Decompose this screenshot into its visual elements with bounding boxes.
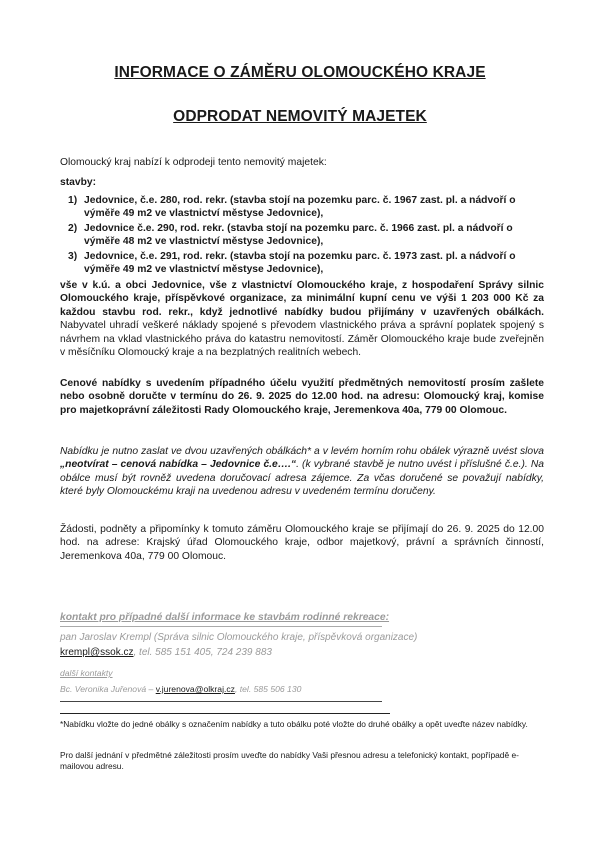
second-contact-line [60, 684, 560, 694]
list-item [60, 194, 544, 221]
divider [60, 701, 382, 702]
list-item-number: 3) [68, 250, 78, 262]
contact-email-link[interactable]: krempl@ssok.cz [60, 647, 134, 658]
footnote-contact: Pro další jednání v předmětné záležitosti prosím uveďte do nabídky Vaši přesnou adresu a telefonický kontakt, popřípadě e-mailovou adresu. [60, 750, 519, 772]
contact-heading: kontakt pro případné další informace ke stavbám rodinné rekreace: [60, 612, 390, 623]
envelope-text-c: . (k vybrané stavbě je nutno uvést i příslušné č.e.). Na obálce musí být rovněž uvedena doručovací adresa zájemce. Za včas doručené se považují nabídky, které byly Olomouckému kraji na uvedenou adresu v uvedeném termínu doručeny. [60, 459, 544, 498]
sale-terms-bold: vše v k.ú. a obci Jedovnice, vše z vlastnictví Olomouckého kraje, z hospodaření Správy silnic Olomouckého kraje, příspěvkové organizace, za minimální kupní cenu ve výši 1 203 000 Kč za každou stavbu rod. rekr., když jednotlivé nabídky budou přijímány v uzavřených obálkách. [60, 280, 544, 318]
sale-terms-rest: Nabyvatel uhradí veškeré náklady spojené s převodem vlastnického práva a správní poplatek spojený s návrhem na vklad vlastnického práva do katastru nemovitostí. Záměr Olomouckého kraje bude zveřejněn v měsíčníku Olomoucký kraje a na bezplatných realitních webech. [60, 320, 544, 359]
contact-line [60, 647, 560, 658]
list-item-text: Jedovnice, č.e. 291, rod. rekr. (stavba stojí na pozemku parc. č. 1973 zast. pl. a nádvoří o výměře 49 m2 ve vlastnictví městyse Jedovnice), [84, 250, 516, 276]
contact-person: pan Jaroslav Krempl (Správa silnic Olomouckého kraje, příspěvková organizace) [60, 632, 418, 643]
second-contact-email-link[interactable]: v.jurenova@olkraj.cz [155, 684, 235, 694]
envelope-instructions-paragraph [60, 445, 544, 499]
list-item [60, 222, 544, 249]
stavby-label: stavby: [60, 177, 97, 188]
footnote-divider [60, 713, 390, 714]
divider [60, 626, 382, 627]
comments-paragraph: Žádosti, podněty a připomínky k tomuto záměru Olomouckého kraje se přijímají do 26. 9. 2025 do 12.00 hod. na adrese: Krajský úřad Olomouckého kraje, odbor majetkový, právní a správních činností, Jeremenkova 40a, 779 00 Olomouc. [60, 524, 544, 562]
offer-submission-paragraph: Cenové nabídky s uvedením případného účelu využití předmětných nemovitostí prosím zašlete nebo osobně doručte v termínu do 26. 9. 2025 do 12.00 hod. na adresu: Olomoucký kraj, komise pro majetkoprávní záležitosti Rady Olomouckého kraje, Jeremenkova 40a, 779 00 Olomouc. [60, 378, 544, 416]
property-list [60, 194, 544, 277]
other-contacts-label: další kontakty [60, 668, 113, 678]
intro-text: Olomoucký kraj nabízí k odprodeji tento nemovitý majetek: [60, 157, 327, 168]
list-item-text: Jedovnice č.e. 290, rod. rekr. (stavba stojí na pozemku parc. č. 1966 zast. pl. a nádvoří o výměře 48 m2 ve vlastnictví městyse Jedovnice), [84, 222, 513, 248]
list-item-text: Jedovnice, č.e. 280, rod. rekr. (stavba stojí na pozemku parc. č. 1967 zast. pl. a nádvoří o výměře 49 m2 ve vlastnictví městyse Jedovnice), [84, 195, 516, 220]
second-contact-name: Bc. Veronika Juřenová – [60, 684, 156, 694]
page-subtitle: ODPRODAT NEMOVITÝ MAJETEK [173, 108, 427, 125]
page-title: INFORMACE O ZÁMĚRU OLOMOUCKÉHO KRAJE [114, 64, 486, 81]
sale-terms-paragraph [60, 279, 544, 359]
list-item-number: 2) [68, 222, 78, 234]
second-contact-phone: , tel. 585 506 130 [234, 684, 302, 694]
envelope-text-a: Nabídku je nutno zaslat ve dvou uzavřených obálkách* a v levém horním rohu obálek výrazně uvést slova [60, 446, 544, 457]
list-item-number: 1) [68, 195, 78, 206]
footnote-envelope: *Nabídku vložte do jedné obálky s označením nabídky a tuto obálku poté vložte do druhé obálky a opět uveďte název nabídky. [60, 719, 528, 729]
list-item [60, 250, 544, 277]
contact-phone: , tel. 585 151 405, 724 239 883 [133, 647, 272, 658]
envelope-label-quote: „neotvírat – cenová nabídka – Jedovnice č.e….“ [60, 459, 297, 471]
